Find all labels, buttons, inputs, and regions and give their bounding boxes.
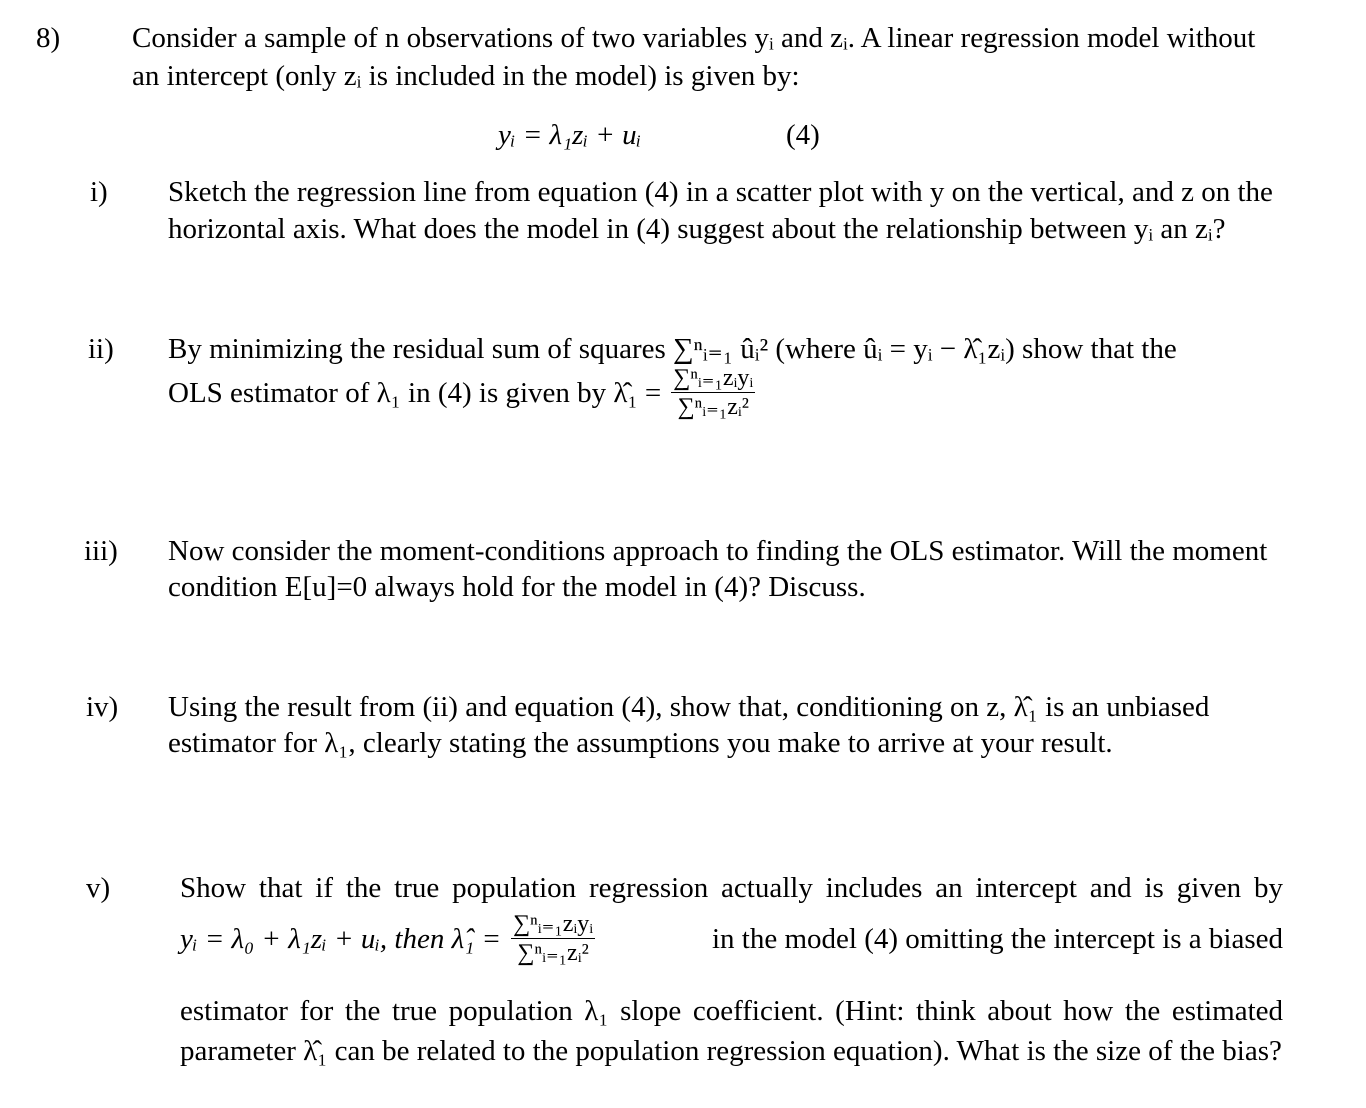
fraction-numerator: ∑ⁿᵢ₌₁zᵢyᵢ — [513, 911, 594, 937]
fraction-numerator: ∑ⁿᵢ₌₁zᵢyᵢ — [673, 365, 754, 391]
part-ii-line2 — [168, 366, 755, 419]
part-v-line4: parameter λ̂₁ can be related to the population regression equation). What is the size of the bias? — [180, 1035, 1282, 1067]
part-i-line1: Sketch the regression line from equation (4) in a scatter plot with y on the vertical, and z on the — [168, 176, 1273, 208]
part-ii-line1: By minimizing the residual sum of squares ∑ⁿᵢ₌₁ ûᵢ² (where ûᵢ = yᵢ − λ̂₁zᵢ) show that the — [168, 333, 1177, 365]
part-ii-label: ii) — [88, 333, 114, 365]
question-intro-line2: an intercept (only zᵢ is included in the model) is given by: — [132, 60, 800, 92]
part-iii-label: iii) — [84, 535, 118, 567]
fraction-denominator: ∑ⁿᵢ₌₁zᵢ² — [677, 394, 749, 420]
part-v-line1: Show that if the true population regression actually includes an intercept and is given by — [180, 872, 1283, 904]
part-iv-label: iv) — [86, 691, 119, 723]
part-iii-line1: Now consider the moment-conditions approach to finding the OLS estimator. Will the moment — [168, 535, 1268, 567]
part-iv-line2: estimator for λ₁, clearly stating the assumptions you make to arrive at your result. — [168, 727, 1113, 759]
part-v-line2-post: in the model (4) omitting the intercept is a biased — [712, 922, 1283, 955]
part-v-label: v) — [86, 872, 111, 904]
part-ii-line2-text: OLS estimator of λ₁ in (4) is given by λ̂₁ = — [168, 376, 662, 409]
model-equation: yᵢ = λ₁zᵢ + uᵢ — [498, 119, 642, 151]
fraction-bar — [671, 392, 755, 393]
part-i-label: i) — [90, 176, 108, 208]
fraction-denominator: ∑ⁿᵢ₌₁zᵢ² — [517, 940, 589, 966]
part-iii-line2: condition E[u]=0 always hold for the model in (4)? Discuss. — [168, 571, 866, 603]
question-number: 8) — [36, 22, 61, 54]
part-i-line2: horizontal axis. What does the model in (4) suggest about the relationship between yᵢ an zᵢ? — [168, 213, 1226, 245]
equation-label: (4) — [786, 119, 820, 151]
part-v-line2 — [180, 912, 1283, 965]
biased-estimator-fraction — [511, 912, 595, 965]
question-intro-line1: Consider a sample of n observations of two variables yᵢ and zᵢ. A linear regression model without — [132, 22, 1256, 54]
part-v-line3: estimator for the true population λ₁ slope coefficient. (Hint: think about how the estimated — [180, 995, 1283, 1027]
part-v-line2-pre: yᵢ = λ₀ + λ₁zᵢ + uᵢ, then λ̂₁ = — [180, 922, 502, 955]
fraction-bar — [511, 938, 595, 939]
ols-estimator-fraction — [671, 366, 755, 419]
part-iv-line1: Using the result from (ii) and equation (4), show that, conditioning on z, λ̂₁ is an unbiased — [168, 691, 1210, 723]
